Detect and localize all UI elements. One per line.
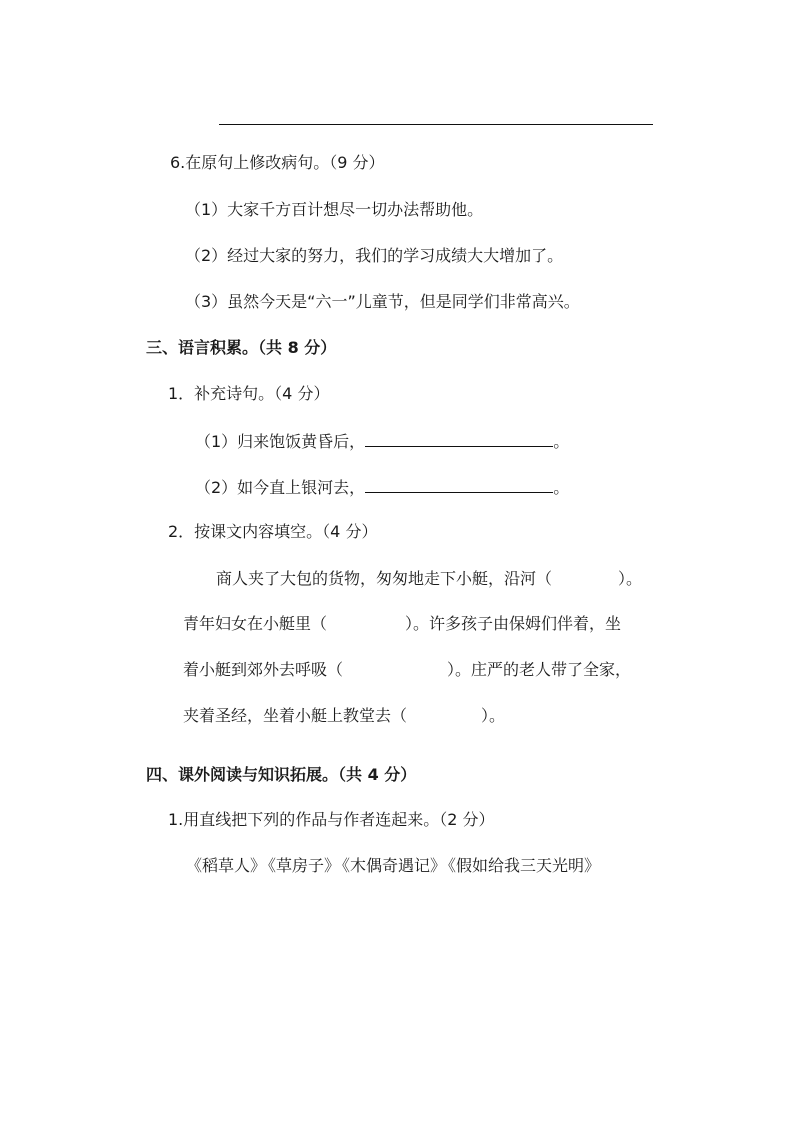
works-row <box>186 853 600 876</box>
poem-line-2-suffix: 。 <box>553 478 570 497</box>
fill-line-3-after: ）。庄严的老人带了全家， <box>447 660 632 679</box>
section-3-q2-title: 2．按课文内容填空。（4 分） <box>168 522 378 541</box>
fill-line-3 <box>183 657 631 680</box>
work-item[interactable]: 《假如给我三天光明》 <box>448 856 601 875</box>
fill-line-2 <box>183 611 621 634</box>
poem-line-2-prefix: （2）如今直上银河去， <box>195 478 366 497</box>
q6-item-1: （1）大家千方百计想尽一切办法帮助他。 <box>185 200 484 219</box>
section-4-title: 四、课外阅读与知识拓展。（共 4 分） <box>146 765 417 784</box>
work-item[interactable]: 《稻草人》 <box>186 856 267 875</box>
poem-line-1 <box>195 428 569 452</box>
section-3-q1-title: 1．补充诗句。（4 分） <box>168 384 330 403</box>
poem-line-1-suffix: 。 <box>553 432 570 451</box>
poem-line-1-prefix: （1）归来饱饭黄昏后， <box>195 432 366 451</box>
q6-item-2: （2）经过大家的努力，我们的学习成绩大大增加了。 <box>185 246 564 265</box>
section-4-q1-title: 1.用直线把下列的作品与作者连起来。（2 分） <box>168 810 495 829</box>
q6-title: 6.在原句上修改病句。（9 分） <box>170 153 385 172</box>
fill-line-4 <box>183 703 505 726</box>
fill-line-1-after: ）。 <box>618 569 643 588</box>
poem-blank-1[interactable] <box>365 428 553 447</box>
q6-item-3: （3）虽然今天是“六一”儿童节，但是同学们非常高兴。 <box>185 292 580 311</box>
work-item[interactable]: 《草房子》 <box>268 856 341 875</box>
answer-line-top[interactable] <box>219 124 653 125</box>
poem-line-2 <box>195 474 569 498</box>
fill-line-1-before: 商人夹了大包的货物，匆匆地走下小艇，沿河（ <box>216 569 553 588</box>
fill-line-1 <box>216 566 642 589</box>
work-item[interactable]: 《木偶奇遇记》 <box>342 856 447 875</box>
poem-blank-2[interactable] <box>365 474 553 493</box>
section-3-title: 三、语言积累。（共 8 分） <box>146 338 337 357</box>
fill-line-2-before: 青年妇女在小艇里（ <box>183 614 328 633</box>
fill-line-4-after: ）。 <box>481 706 506 725</box>
fill-line-2-after: ）。许多孩子由保姆们伴着，坐 <box>405 614 622 633</box>
fill-line-3-before: 着小艇到郊外去呼吸（ <box>183 660 344 679</box>
fill-line-4-before: 夹着圣经，坐着小艇上教堂去（ <box>183 706 408 725</box>
